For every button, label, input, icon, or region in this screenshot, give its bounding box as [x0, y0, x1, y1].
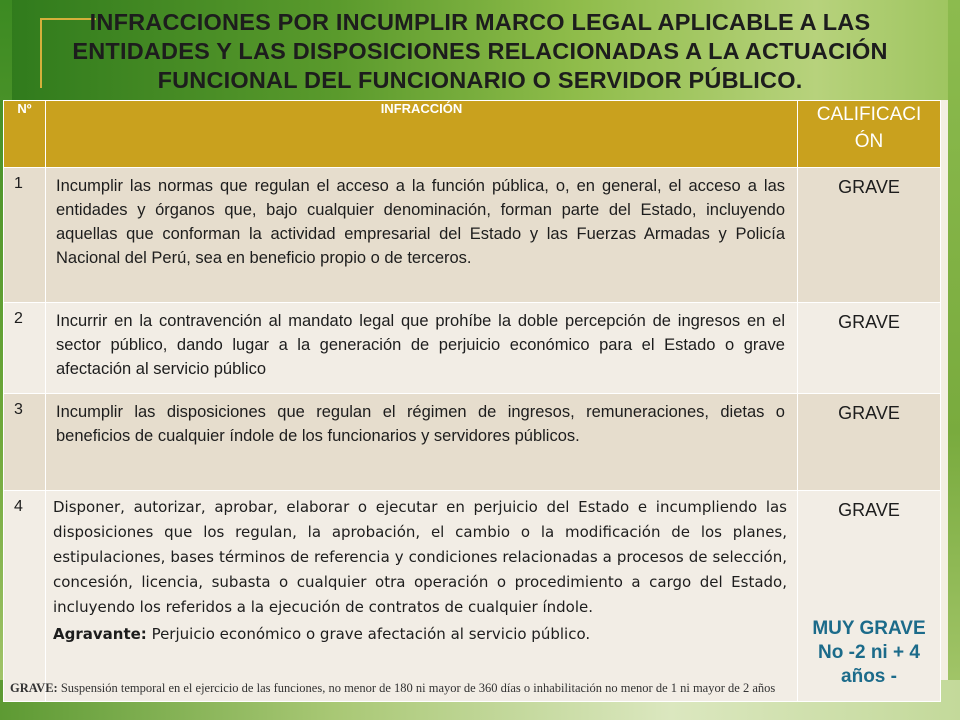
row-number: 1 [4, 168, 46, 303]
row-calificacion: GRAVE [838, 500, 900, 520]
header-calificacion [798, 101, 941, 168]
agravante-note [53, 622, 787, 647]
header-calificacion-part-1: CALIFICACI [816, 104, 922, 125]
title-line-1: INFRACCIONES POR INCUMPLIR MARCO LEGAL APLICABLE A LAS [89, 9, 871, 35]
muy-grave-line-1: MUY GRAVE [812, 618, 926, 639]
row-number: 3 [4, 394, 46, 491]
muy-grave-note [799, 617, 939, 689]
table-header-row [4, 101, 941, 168]
header-number: Nº [4, 101, 46, 168]
row-calificacion-cell [798, 491, 941, 702]
table-row [4, 168, 941, 303]
row-infraction-text: Incumplir las disposiciones que regulan el régimen de ingresos, remuneraciones, dietas o beneficios de cualquier índole de los funcionarios y servidores públicos. [46, 394, 798, 491]
header-infraccion: INFRACCIÓN [46, 101, 798, 168]
title-line-3: FUNCIONAL DEL FUNCIONARIO O SERVIDOR PÚBLICO. [157, 67, 803, 93]
row-number: 4 [4, 491, 46, 702]
muy-grave-line-3: años - [841, 666, 897, 687]
title-line-2: ENTIDADES Y LAS DISPOSICIONES RELACIONADAS A LA ACTUACIÓN [72, 38, 888, 64]
header-calificacion-part-2: ÓN [854, 131, 884, 152]
page-title [20, 8, 940, 95]
footnote [10, 680, 940, 697]
row-infraction-text: Incumplir las normas que regulan el acceso a la función pública, o, en general, el acceso a las entidades y órganos que, bajo cualquier denominación, forman parte del Estado, incluyendo aquellas que conforman la actividad empresarial del Estado y las Fuerzas Armadas y Policía Nacional del Perú, sea en beneficio propio o de terceros. [46, 168, 798, 303]
agravante-text: Perjuicio económico o grave afectación al servicio público. [146, 625, 591, 643]
row-calificacion: GRAVE [798, 303, 941, 394]
table-row [4, 394, 941, 491]
row-infraction-text: Incurrir en la contravención al mandato legal que prohíbe la doble percepción de ingresos en el sector público, dando lugar a la generación de perjuicio económico para el Estado o grave afectación al servicio público [46, 303, 798, 394]
muy-grave-line-2: No -2 ni + 4 [818, 642, 920, 663]
row-infraction-main-text: Disponer, autorizar, aprobar, elaborar o ejecutar en perjuicio del Estado e incumpliendo las disposiciones que los regulan, la aprobación, el cambio o la modificación de los planes, estipulaciones, bases términos de referencia y condiciones relacionadas a procesos de selección, concesión, licencia, subasta o cualquier otra operación o procedimiento a cargo del Estado, incluyendo los referidos a la ejecución de contratos de cualquier índole. [53, 498, 787, 616]
table-row [4, 491, 941, 702]
agravante-label: Agravante: [53, 625, 147, 643]
row-calificacion: GRAVE [798, 168, 941, 303]
right-border-decoration [948, 0, 960, 720]
infractions-table [3, 100, 941, 702]
row-infraction-text [46, 491, 798, 702]
footnote-label: GRAVE: [10, 681, 58, 695]
footnote-text: Suspensión temporal en el ejercicio de las funciones, no menor de 180 ni mayor de 360 días o inhabilitación no menor de 1 ni mayor de 2 años [57, 681, 776, 695]
table-row [4, 303, 941, 394]
row-number: 2 [4, 303, 46, 394]
row-calificacion: GRAVE [798, 394, 941, 491]
